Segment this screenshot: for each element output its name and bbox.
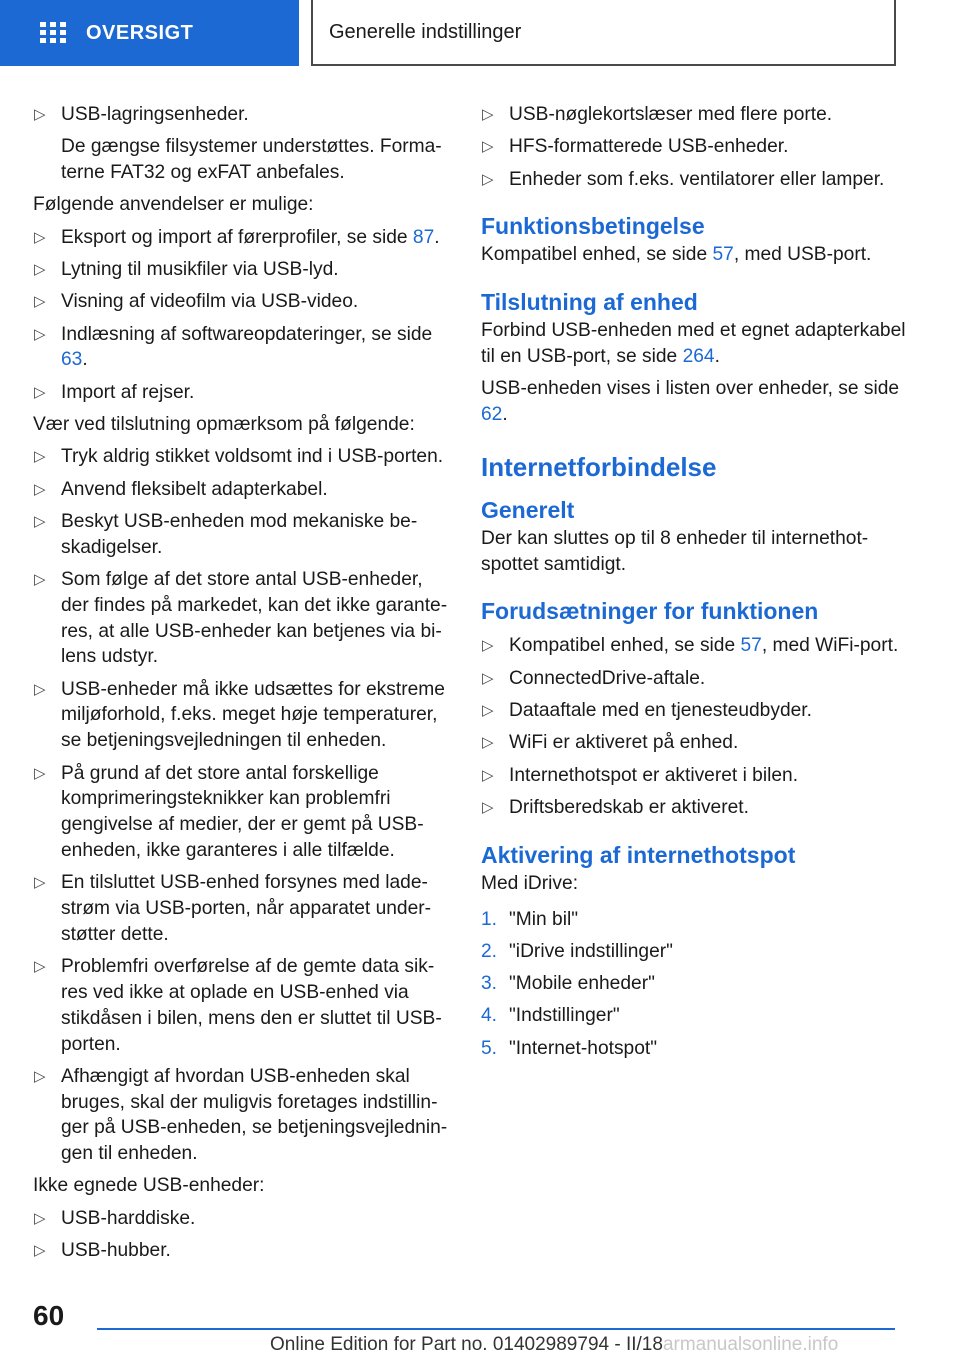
bullet-text: Visning af videofilm via USB-video. <box>61 291 359 313</box>
step-item <box>481 971 911 997</box>
bullet-text: Enheder som f.eks. ventilatorer eller lamper. <box>509 168 885 190</box>
left-column <box>33 102 448 1270</box>
step-text: "Min bil" <box>509 908 579 930</box>
bullet-text: WiFi er aktiveret på enhed. <box>509 732 739 754</box>
step-text: "Internet-hotspot" <box>509 1037 658 1059</box>
triangle-bullet-icon: ▷ <box>482 637 494 655</box>
paragraph <box>481 376 911 428</box>
heading-general: Generelt <box>481 496 575 523</box>
paragraph: Ikke egnede USB-enheder: <box>33 1175 265 1197</box>
step-number: 5. <box>481 1037 498 1059</box>
heading-function-condition: Funktionsbetingelse <box>481 213 705 240</box>
grid-icon <box>40 22 66 44</box>
paragraph: Der kan sluttes op til 8 enheder til internethotspottet samtidigt. <box>481 527 869 575</box>
triangle-bullet-icon: ▷ <box>34 480 46 498</box>
bullet-text: Beskyt USB-enheden mod mekaniske beskadigelser. <box>61 510 418 558</box>
top-bar <box>0 0 960 66</box>
bullet-text: Lytning til musikfiler via USB-lyd. <box>61 258 339 280</box>
triangle-bullet-icon: ▷ <box>482 669 494 687</box>
step-number: 2. <box>481 940 498 962</box>
overview-button[interactable] <box>0 0 299 66</box>
list-item <box>33 870 448 947</box>
bullet-text: Anvend fleksibelt adapterkabel. <box>61 478 328 500</box>
paragraph <box>481 318 911 370</box>
bullet-text-end: . <box>434 226 440 248</box>
triangle-bullet-icon: ▷ <box>482 138 494 156</box>
section-tab[interactable] <box>311 0 896 66</box>
bullet-text: Internethotspot er aktiveret i bilen. <box>509 764 799 786</box>
list-item <box>33 102 448 186</box>
bullet-text: Indlæsning af softwareopdateringer, se side <box>61 323 433 345</box>
bullet-text-end: , med WiFi-port. <box>761 635 899 657</box>
bullet-text-end: . <box>82 349 88 371</box>
triangle-bullet-icon: ▷ <box>482 106 494 123</box>
heading-activate-hotspot: Aktivering af internethotspot <box>481 841 796 868</box>
list-item <box>33 1238 448 1264</box>
triangle-bullet-icon: ▷ <box>34 383 46 401</box>
list-item <box>481 167 911 193</box>
triangle-bullet-icon: ▷ <box>34 1209 46 1227</box>
page-link-87[interactable]: 87 <box>412 226 435 248</box>
paragraph: Med iDrive: <box>481 872 579 894</box>
bullet-text: USB-hubber. <box>61 1240 171 1262</box>
triangle-bullet-icon: ▷ <box>482 702 494 720</box>
paragraph-text: Forbind USB-enheden med et egnet adapterkabel til en USB-port, se side <box>481 320 906 367</box>
list-item <box>481 763 911 789</box>
list-item <box>33 257 448 283</box>
list-item <box>33 477 448 503</box>
bullet-text: Afhængigt af hvordan USB-enheden skal bruges, skal der muligvis foretages indstillinger på USB-enheden, se betjeningsvejledningen til enheden. <box>61 1065 448 1165</box>
bullet-text: På grund af det store antal forskellige komprimeringsteknikker kan problemfri gengivelse af medier, der er gemt på USB-enheden, ikke garanteres i alle tilfælde. <box>61 762 424 861</box>
triangle-bullet-icon: ▷ <box>34 1067 46 1085</box>
triangle-bullet-icon: ▷ <box>482 170 494 188</box>
list-item <box>33 444 448 470</box>
bullet-text: USB-harddiske. <box>61 1207 196 1229</box>
triangle-bullet-icon: ▷ <box>34 106 46 123</box>
triangle-bullet-icon: ▷ <box>34 764 46 782</box>
paragraph-text-end: . <box>502 404 508 426</box>
page-link-63[interactable]: 63 <box>61 349 83 371</box>
step-text: "Indstillinger" <box>509 1005 620 1027</box>
list-item <box>33 225 448 251</box>
bullet-text: Eksport og import af førerprofiler, se side <box>61 226 413 248</box>
page-link-264[interactable]: 264 <box>682 345 715 367</box>
list-item <box>481 795 911 821</box>
section-title: Generelle indstillinger <box>329 20 522 43</box>
bullet-text: USB-enheder må ikke udsættes for ekstreme miljøforhold, f.eks. meget høje temperaturer, se betjeningsvejledningen til enheden. <box>61 678 445 752</box>
bullet-text: HFS-formatterede USB-enheder. <box>509 136 789 158</box>
triangle-bullet-icon: ▷ <box>34 228 46 246</box>
bullet-text: Driftsberedskab er aktiveret. <box>509 796 749 818</box>
bullet-text: Problemfri overførelse af de gemte data sikres ved ikke at oplade en USB-enhed via stikdåsen i bilen, mens den er sluttet til USB-porten. <box>61 956 442 1055</box>
list-item <box>33 380 448 406</box>
bullet-text: Dataaftale med en tjenesteudbyder. <box>509 700 812 722</box>
bullet-subtext: De gængse filsystemer understøttes. Formaterne FAT32 og exFAT anbefales. <box>61 136 442 184</box>
bullet-text: Tryk aldrig stikket voldsomt ind i USB-porten. <box>61 446 444 468</box>
bullet-text: USB-nøglekortslæser med flere porte. <box>509 104 833 125</box>
list-item <box>481 102 911 128</box>
page-link-57[interactable]: 57 <box>712 244 734 266</box>
page-link-57[interactable]: 57 <box>740 635 762 657</box>
heading-prerequisites: Forudsætninger for funktionen <box>481 598 819 625</box>
step-item <box>481 1003 911 1029</box>
watermark-logo: armanualsonline.info <box>662 1334 839 1355</box>
list-item <box>33 509 448 561</box>
heading-connect-device: Tilslutning af enhed <box>481 289 698 316</box>
triangle-bullet-icon: ▷ <box>482 766 494 784</box>
bullet-text: ConnectedDrive-aftale. <box>509 667 706 689</box>
paragraph: Følgende anvendelser er mulige: <box>33 194 314 216</box>
paragraph-text: USB-enheden vises i listen over enheder, se side <box>481 378 900 400</box>
list-item <box>33 954 448 1057</box>
list-item <box>33 567 448 670</box>
list-item <box>33 289 448 315</box>
list-item <box>33 677 448 754</box>
list-item <box>481 633 911 659</box>
triangle-bullet-icon: ▷ <box>482 798 494 816</box>
paragraph: Vær ved tilslutning opmærksom på følgende: <box>33 413 415 435</box>
step-number: 3. <box>481 973 498 995</box>
list-item <box>481 134 911 160</box>
step-number: 4. <box>481 1005 498 1027</box>
paragraph <box>481 242 911 268</box>
triangle-bullet-icon: ▷ <box>34 570 46 588</box>
list-item <box>33 322 448 374</box>
paragraph-text-end: , med USB-port. <box>733 244 872 266</box>
step-item <box>481 939 911 965</box>
overview-label: OVERSIGT <box>86 21 194 44</box>
step-text: "iDrive indstillinger" <box>509 940 673 962</box>
paragraph-text: Kompatibel enhed, se side <box>481 244 713 266</box>
list-item <box>481 698 911 724</box>
bullet-text: Import af rejser. <box>61 381 195 403</box>
paragraph-text-end: . <box>714 345 720 367</box>
triangle-bullet-icon: ▷ <box>34 293 46 311</box>
triangle-bullet-icon: ▷ <box>34 680 46 698</box>
page-link-62[interactable]: 62 <box>481 404 503 426</box>
step-item <box>481 907 911 933</box>
bullet-text: Som følge af det store antal USB-enheder, der findes på markedet, kan det ikke garanteres, at alle USB-enheder kan betjenes via bilens udstyr. <box>61 568 448 668</box>
footer-divider <box>97 1328 895 1330</box>
list-item <box>33 761 448 864</box>
triangle-bullet-icon: ▷ <box>482 734 494 752</box>
page-number: 60 <box>33 1300 65 1331</box>
list-item <box>33 1064 448 1167</box>
step-item <box>481 1036 911 1062</box>
list-item <box>33 1206 448 1232</box>
bullet-text: USB-lagringsenheder. <box>61 104 249 125</box>
triangle-bullet-icon: ▷ <box>34 448 46 466</box>
triangle-bullet-icon: ▷ <box>34 260 46 278</box>
footer-edition <box>270 1334 960 1356</box>
bullet-text: En tilsluttet USB-enhed forsynes med ladestrøm via USB-porten, når apparatet understøtter dette. <box>61 872 432 945</box>
step-number: 1. <box>481 908 498 930</box>
list-item <box>481 730 911 756</box>
triangle-bullet-icon: ▷ <box>34 512 46 530</box>
bullet-text: Kompatibel enhed, se side <box>509 635 741 657</box>
triangle-bullet-icon: ▷ <box>34 874 46 892</box>
heading-internet-connection: Internetforbindelse <box>481 451 717 482</box>
edition-text: Online Edition for Part no. 01402989794 - II/18 <box>270 1334 663 1355</box>
triangle-bullet-icon: ▷ <box>34 958 46 976</box>
triangle-bullet-icon: ▷ <box>34 325 46 343</box>
step-text: "Mobile enheder" <box>509 973 655 995</box>
triangle-bullet-icon: ▷ <box>34 1242 46 1260</box>
right-column <box>481 102 911 1068</box>
list-item <box>481 666 911 692</box>
